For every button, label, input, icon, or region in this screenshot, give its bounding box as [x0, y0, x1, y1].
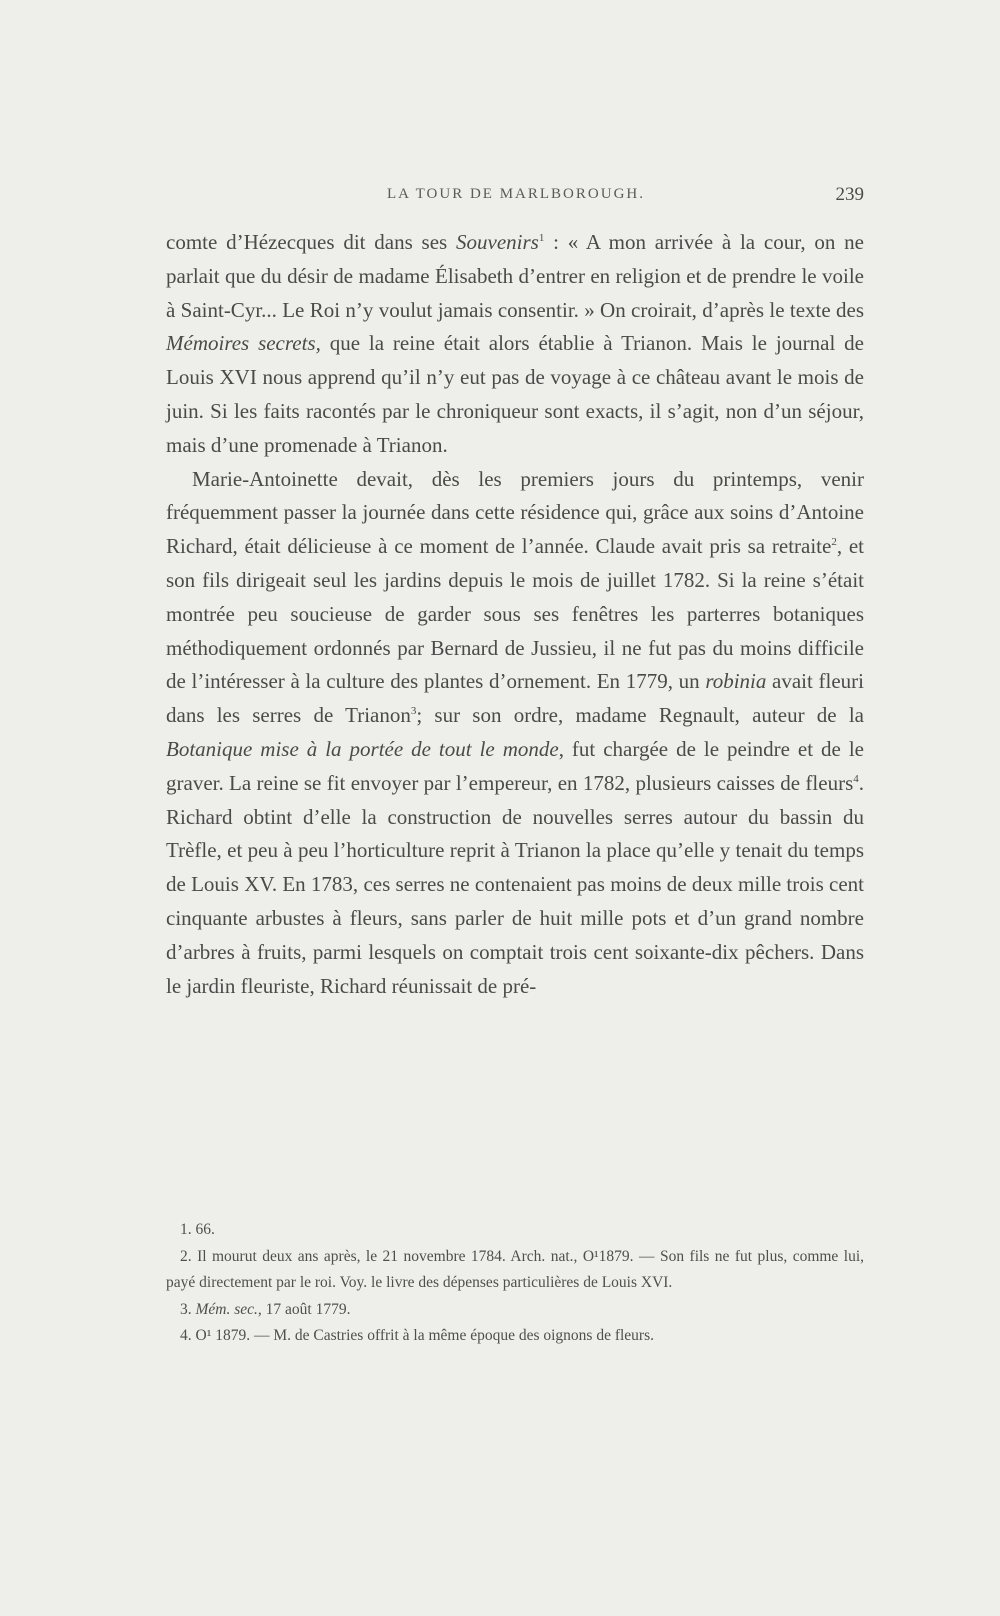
text-run: Marie-Antoinette devait, dès les premiers jours du printemps, venir fréquemment passer la journée dans cette résidence qui, grâce aux soins d’Antoine Richard, était délicieuse à ce moment de l’année. Claude avait pris sa retraite	[166, 466, 864, 559]
running-title: LA TOUR DE MARLBOROUGH.	[387, 186, 645, 202]
text-run: , et son fils dirigeait seul les jardins depuis le mois de juillet 1782. Si la reine s’était montrée peu soucieuse de garder sous ses fenêtres les parterres botaniques méthodiquement ordonnés par Bernard de Jussieu, il ne fut pas du moins difficile de l’intéresser à la culture des plantes d’ornement. En 1779, un	[166, 534, 865, 694]
text-run: : « A mon arrivée à la cour, on ne parlait que du désir de madame Élisabeth d’entrer en religion et de prendre le voile à Saint-Cyr... Le Roi n’y voulut jamais consentir. » On croirait, d’après le texte des	[166, 230, 864, 322]
page-header	[168, 186, 864, 212]
footnote-1: 1. 66.	[180, 1221, 215, 1238]
footnote-ref-2: 2	[831, 536, 837, 549]
title-mem-sec: Mém. sec.	[195, 1300, 258, 1318]
text-run: comte d’Hézecques dit dans ses	[166, 230, 456, 254]
footnote-4: 4. O¹ 1879. — M. de Castries offrit à la même époque des oignons de fleurs.	[180, 1327, 654, 1344]
footnote-3	[166, 1297, 864, 1324]
text-run: avait fleuri dans les serres de Trianon	[166, 669, 864, 728]
text-run: que la reine était alors établie à Trianon. Mais le journal de Louis XVI nous apprend qu’il n’y eut pas de voyage à ce château avant le mois de juin. Si les faits racontés par le chroniqueur sont exacts, il s’agit, non d’un séjour, mais d’une promenade à Trianon.	[166, 331, 864, 457]
body-text	[166, 226, 864, 1003]
text-run: , fut chargée de le peindre et de le graver. La reine se fit envoyer par l’empereur, en 1782, plusieurs caisses de fleurs	[166, 736, 864, 795]
footnotes	[166, 1217, 864, 1350]
footnote-2: 2. Il mourut deux ans après, le 21 novembre 1784. Arch. nat., O¹1879. — Son fils ne fut plus, comme lui, payé directement par le roi. Voy. le livre des dépenses particulières de Louis XVI.	[166, 1247, 864, 1291]
title-souvenirs: Souvenirs	[456, 230, 539, 254]
title-memoires-secrets: Mémoires secrets,	[166, 331, 321, 356]
title-botanique: Botanique mise à la portée de tout le monde	[166, 736, 559, 761]
footnote-ref-4: 4	[853, 772, 859, 785]
page-number: 239	[835, 184, 864, 205]
term-robinia: robinia	[705, 669, 767, 694]
text-run: , 17 août 1779.	[257, 1300, 351, 1318]
footnote-ref-1: 1	[538, 232, 545, 244]
text-run: 3.	[180, 1300, 196, 1318]
text-run: . Richard obtint d’elle la construction de nouvelles serres autour du bassin du Trèfle, et peu à peu l’horticulture reprit à Trianon la place qu’elle y tenait du temps de Louis XV. En 1783, ces serres ne contenaient pas moins de deux mille trois cent cinquante arbustes à fleurs, sans parler de huit mille pots et d’un grand nombre d’arbres à fruits, parmi lesquels on comptait trois cent soixante-dix pêchers. Dans le jardin fleuriste, Richard réunissait de pré-	[166, 770, 864, 998]
paragraph-2	[166, 463, 864, 1004]
paragraph-1	[166, 226, 864, 463]
text-run: ; sur son ordre, madame Regnault, auteur de la	[416, 703, 864, 728]
footnote-ref-3: 3	[410, 705, 417, 718]
